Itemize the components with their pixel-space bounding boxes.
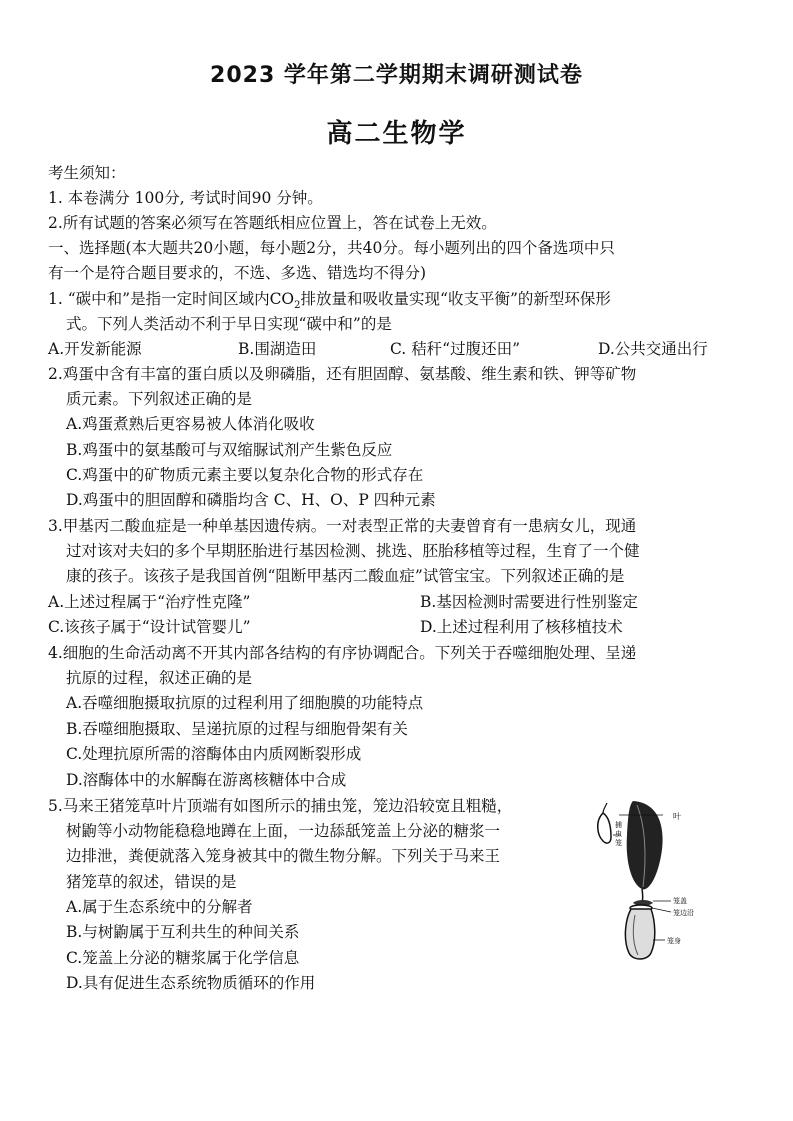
q1-option-d: D.公共交通出行 — [598, 340, 708, 358]
q3-option-c: C.该孩子属于“设计试管婴儿” — [48, 618, 251, 636]
q5-option-d: D.具有促进生态系统物质循环的作用 — [66, 974, 316, 992]
q4-option-a: A.吞噬细胞摄取抗原的过程利用了细胞膜的功能特点 — [66, 694, 424, 712]
q4-option-d: D.溶酶体中的水解酶在游离核糖体中合成 — [66, 771, 347, 789]
pitcher-body-shape — [625, 909, 654, 959]
label-trap — [615, 820, 622, 847]
q2-option-c: C.鸡蛋中的矿物质元素主要以复杂化合物的形式存在 — [66, 466, 424, 484]
q5-stem-line-1: 5.马来王猪笼草叶片顶端有如图所示的捕虫笼，笼边沿较宽且粗糙， — [48, 797, 513, 815]
label-trap-char: 虫 — [615, 830, 622, 838]
q4-stem-line-1: 4.细胞的生命活动离不开其内部各结构的有序协调配合。下列关于吞噬细胞处理、呈递 — [48, 644, 637, 662]
label-body: 笼身 — [667, 937, 681, 945]
q3-option-a: A.上述过程属于“治疗性克隆” — [48, 593, 251, 611]
label-lid: 笼盖 — [673, 897, 687, 905]
q1-stem-part-a: 1. “碳中和”是指一定时间区域内CO — [48, 290, 295, 308]
q4-option-c: C.处理抗原所需的溶酶体由内质网断裂形成 — [66, 745, 362, 763]
q5-option-a: A.属于生态系统中的分解者 — [66, 898, 253, 916]
q1-co2-subscript: 2 — [294, 300, 301, 312]
subject-title: 高二生物学 — [326, 119, 467, 149]
label-rim: 笼边沿 — [673, 909, 694, 917]
notice-heading: 考生须知： — [48, 164, 126, 182]
notice-item-2: 2.所有试题的答案必须写在答题纸相应位置上，答在试卷上无效。 — [48, 214, 497, 232]
q1-stem-line-2: 式。下列人类活动不利于早日实现“碳中和”的是 — [66, 315, 392, 333]
q2-option-d: D.鸡蛋中的胆固醇和磷脂均含 C、H、O、P 四种元素 — [66, 491, 436, 509]
small-trap-shape — [598, 813, 611, 843]
q3-stem-line-3: 康的孩子。该孩子是我国首例“阻断甲基丙二酸血症”试管宝宝。下列叙述正确的是 — [66, 567, 625, 585]
q3-stem-line-2: 过对该对夫妇的多个早期胚胎进行基因检测、挑选、胚胎移植等过程，生育了一个健 — [66, 542, 640, 560]
exam-title: 2023 学年第二学期期末调研测试卷 — [210, 63, 583, 88]
q1-option-b: B.围湖造田 — [238, 340, 317, 358]
section-heading-line-2: 有一个是符合题目要求的，不选、多选、错选均不得分) — [48, 264, 427, 282]
small-trap-stalk — [603, 803, 607, 813]
q3-option-d: D.上述过程利用了核移植技术 — [420, 618, 623, 636]
q3-option-b: B.基因检测时需要进行性别鉴定 — [420, 593, 638, 611]
q2-option-a: A.鸡蛋煮熟后更容易被人体消化吸收 — [66, 415, 315, 433]
q1-option-a: A.开发新能源 — [48, 340, 142, 358]
q4-stem-line-2: 抗原的过程，叙述正确的是 — [66, 669, 253, 687]
q2-stem-line-1: 2.鸡蛋中含有丰富的蛋白质以及卵磷脂，还有胆固醇、氨基酸、维生素和铁、钾等矿物 — [48, 365, 637, 383]
notice-item-1: 1. 本卷满分 100分, 考试时间90 分钟。 — [48, 189, 323, 207]
q1-stem-line-1 — [48, 289, 748, 312]
q4-option-b: B.吞噬细胞摄取、呈递抗原的过程与细胞骨架有关 — [66, 720, 408, 738]
section-heading-line-1: 一、选择题(本大题共20小题，每小题2分，共40分。每小题列出的四个备选项中只 — [48, 239, 615, 257]
label-leaf: 叶 — [673, 812, 681, 821]
q5-option-b: B.与树鼩属于互利共生的种间关系 — [66, 923, 300, 941]
q5-stem-line-3: 边排泄，粪便就落入笼身被其中的微生物分解。下列关于马来王 — [66, 847, 501, 865]
q5-stem-line-2: 树鼩等小动物能稳稳地蹲在上面，一边舔舐笼盖上分泌的糖浆一 — [66, 822, 501, 840]
q2-option-b: B.鸡蛋中的氨基酸可与双缩脲试剂产生紫色反应 — [66, 441, 393, 459]
q1-option-c: C. 秸秆“过腹还田” — [390, 340, 521, 358]
q5-stem-line-4: 猪笼草的叙述，错误的是 — [66, 873, 237, 891]
q2-stem-line-2: 质元素。下列叙述正确的是 — [66, 390, 253, 408]
q3-stem-line-1: 3.甲基丙二酸血症是一种单基因遗传病。一对表型正常的夫妻曾育有一患病女儿，现通 — [48, 517, 637, 535]
pitcher-plant-figure — [585, 795, 705, 965]
rim-leader-line — [652, 908, 671, 912]
q5-option-c: C.笼盖上分泌的糖浆属于化学信息 — [66, 949, 300, 967]
label-trap-char: 笼 — [615, 839, 622, 847]
q1-stem-part-b: 排放量和吸收量实现“收支平衡”的新型环保形 — [300, 290, 611, 308]
label-trap-char: 捕 — [615, 821, 622, 829]
